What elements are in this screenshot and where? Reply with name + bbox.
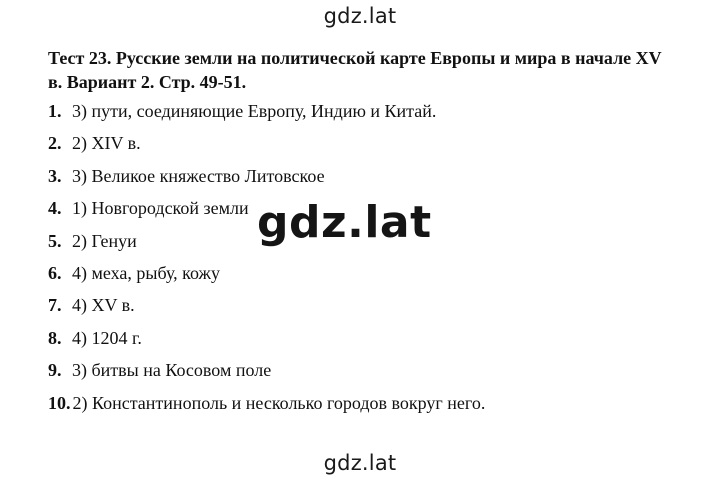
answer-text: 3) Великое княжество Литовское [72,165,325,186]
answer-text: 3) битвы на Косовом поле [72,360,272,381]
answer-number: 3. [48,165,62,186]
answer-item [48,392,485,424]
answer-text: 3) пути, соединяющие Европу, Индию и Китай. [72,101,437,121]
answer-text: 4) меха, рыбу, кожу [72,262,220,283]
answer-number: 9. [48,360,62,381]
answer-item [48,165,485,197]
answer-item [48,294,485,326]
answer-text: 2) XIV в. [72,133,141,154]
answer-text: 4) XV в. [72,295,135,316]
answer-text: 1) Новгородской земли [72,198,249,219]
answer-number: 6. [48,262,62,283]
answer-item [48,262,485,294]
answer-item [48,327,485,359]
answer-number: 2. [48,133,62,154]
answer-item [48,100,485,132]
answer-text: 2) Генуи [72,230,137,251]
answer-text: 4) 1204 г. [72,327,142,348]
answer-number: 8. [48,327,62,348]
watermark-top: gdz.lat [323,4,397,28]
answer-number: 4. [48,198,62,219]
answer-number: 10. [48,392,71,413]
answer-item [48,132,485,164]
watermark-bottom: gdz.lat [323,451,397,475]
answer-list [48,100,485,424]
watermark-center: gdz.lat [257,197,432,248]
answer-number: 1. [48,101,62,121]
test-title: Тест 23. Русские земли на политической карте Европы и мира в начале XV в. Вариант 2. Стр. 49-51. [48,48,662,92]
answer-number: 5. [48,230,62,251]
answer-item [48,359,485,391]
answer-number: 7. [48,295,62,316]
answer-text: 2) Константинополь и несколько городов вокруг него. [72,392,486,413]
